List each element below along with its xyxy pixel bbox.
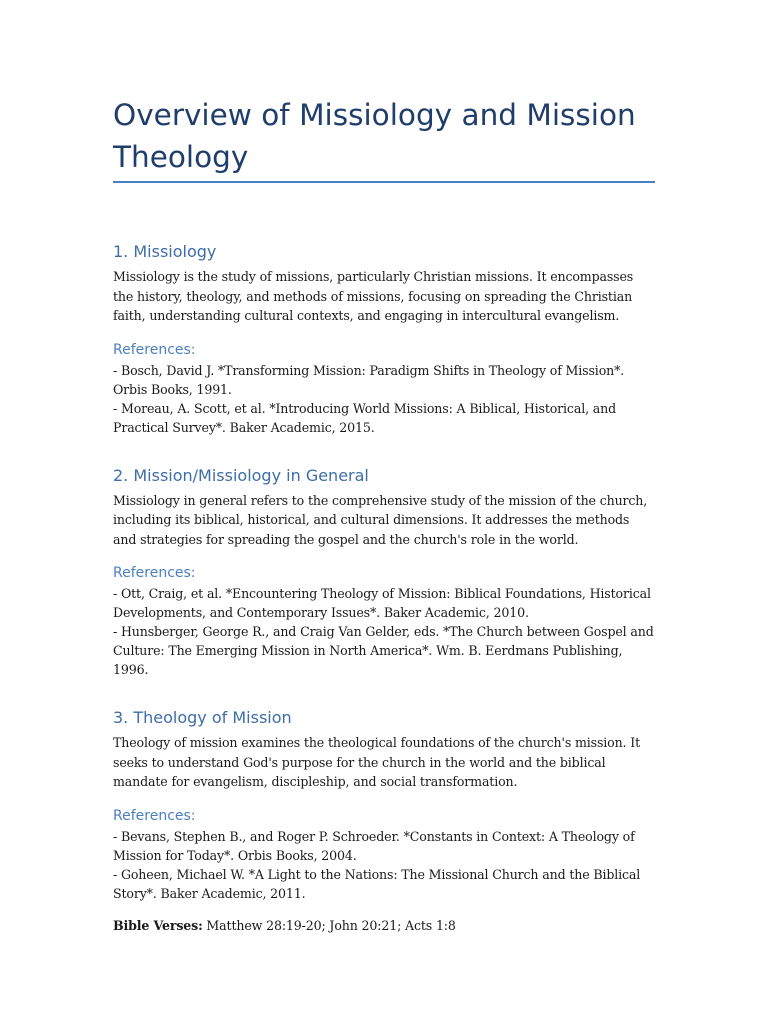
section-heading: 2. Mission/Missiology in General <box>113 465 369 485</box>
references-list <box>113 361 655 437</box>
references-list <box>113 827 655 903</box>
section-heading: 1. Missiology <box>113 242 217 261</box>
section-missiology <box>113 241 655 437</box>
section-mission-missiology-general <box>113 465 655 680</box>
reference-item: - Ott, Craig, et al. *Encountering Theology of Mission: Biblical Foundations, Historical Developments, and Contemporary Issues*. Baker Academic, 2010. <box>113 586 651 620</box>
section-theology-of-mission <box>113 707 655 935</box>
bible-verses <box>113 916 655 935</box>
references-list <box>113 584 655 679</box>
references-heading: References: <box>113 565 196 581</box>
section-body: Missiology in general refers to the comprehensive study of the mission of the church, including its biblical, historical, and cultural dimensions. It addresses the methods and strategies for spreading the gospel and the church's role in the world. <box>113 492 648 547</box>
document-title: Overview of Missiology and Mission Theology <box>113 94 655 183</box>
reference-item: - Moreau, A. Scott, et al. *Introducing World Missions: A Biblical, Historical, and Practical Survey*. Baker Academic, 2015. <box>113 400 617 435</box>
reference-item: - Hunsberger, George R., and Craig Van Gelder, eds. *The Church between Gospel and Culture: The Emerging Mission in North America*. Wm. B. Eerdmans Publishing, 1996. <box>113 624 654 677</box>
reference-item: - Goheen, Michael W. *A Light to the Nations: The Missional Church and the Biblical Story*. Baker Academic, 2011. <box>113 866 641 901</box>
references-heading: References: <box>113 341 196 358</box>
section-body: Missiology is the study of missions, particularly Christian missions. It encompasses the history, theology, and methods of missions, focusing on spreading the Christian faith, understanding cultural contexts, and engaging in intercultural evangelism. <box>113 269 634 323</box>
reference-item: - Bosch, David J. *Transforming Mission: Paradigm Shifts in Theology of Mission*. Orbis Books, 1991. <box>113 362 625 397</box>
title-spacer <box>113 183 655 211</box>
reference-item: - Bevans, Stephen B., and Roger P. Schroeder. *Constants in Context: A Theology of Mission for Today*. Orbis Books, 2004. <box>113 828 635 863</box>
references-heading: References: <box>113 807 196 824</box>
bible-verses-label: Bible Verses: <box>113 917 203 933</box>
section-heading: 3. Theology of Mission <box>113 708 292 727</box>
section-body: Theology of mission examines the theological foundations of the church's mission. It seeks to understand God's purpose for the church in the world and the biblical mandate for evangelism, discipleship, and social transformation. <box>113 735 640 789</box>
document-page <box>113 94 655 935</box>
bible-verses-text: Matthew 28:19-20; John 20:21; Acts 1:8 <box>202 917 456 933</box>
